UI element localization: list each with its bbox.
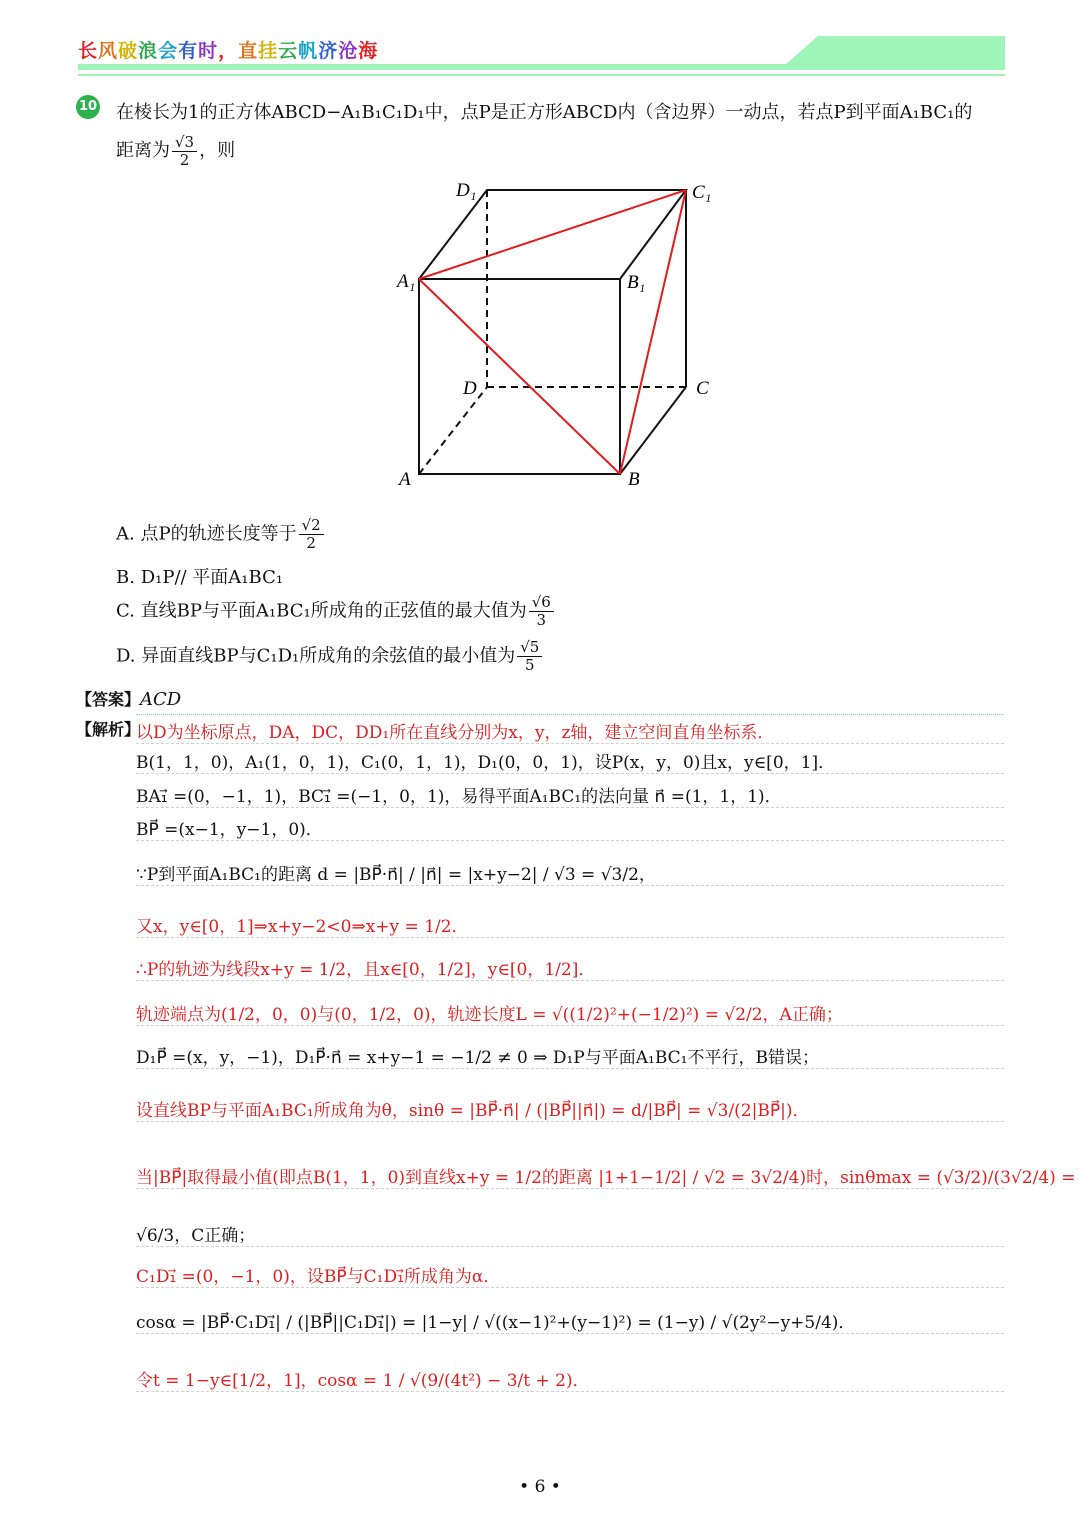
stem-fraction: $\frac{√3}{2}$ xyxy=(172,134,197,169)
solution-line: 设直线BP与平面A₁BC₁所成角为θ，sinθ = |BP⃗·n⃗| / (|BP⃗||n⃗|) = d/|BP⃗| = √3/(2|BP⃗|)． xyxy=(136,1096,1004,1122)
label-C1: C₁ xyxy=(692,182,712,203)
solution-line: 又x，y∈[0，1]⇒x+y−2<0⇒x+y = 1/2． xyxy=(136,912,1004,938)
solution-line: BP⃗ =(x−1，y−1，0)． xyxy=(136,815,1004,841)
solution-line: 轨迹端点为(1/2，0，0)与(0，1/2，0)，轨迹长度L = √((1/2)²+(−1/2)²) = √2/2，A正确； xyxy=(136,1000,1004,1026)
question-stem xyxy=(116,94,1011,170)
header-motto: 长风破浪会有时，直挂云帆济沧海 xyxy=(78,40,379,62)
header-line xyxy=(78,64,1005,70)
solution-tag: 【解析】 xyxy=(76,720,141,739)
solution-line: √6/3，C正确； xyxy=(136,1221,1004,1247)
question-number-badge: 10 xyxy=(76,95,100,119)
stem-line-1: 在棱长为1的正方体ABCD−A₁B₁C₁D₁中，点P是正方形ABCD内（含边界）一动点，若点P到平面A₁BC₁的 xyxy=(116,102,973,123)
solution-line: B(1，1，0)，A₁(1，0，1)，C₁(0，1，1)，D₁(0，0，1)，设P(x，y，0)且x，y∈[0，1]． xyxy=(136,748,1004,774)
header-band-shape xyxy=(786,36,1005,64)
solution-line: 当|BP⃗|取得最小值(即点B(1，1，0)到直线x+y = 1/2的距离 |1+1−1/2| / √2 = 3√2/4)时，sinθmax = (√3/2)/(3√2/4) = xyxy=(136,1163,1004,1189)
solution-line: D₁P⃗ =(x，y，−1)，D₁P⃗·n⃗ = x+y−1 = −1/2 ≠ 0 ⇒ D₁P与平面A₁BC₁不平行，B错误； xyxy=(136,1043,1004,1069)
solution-line: ∴P的轨迹为线段x+y = 1/2，且x∈[0，1/2]，y∈[0，1/2]． xyxy=(136,955,1004,981)
solution-line: cosα = |BP⃗·C₁D₁⃗| / (|BP⃗||C₁D₁⃗|) = |1−y| / √((x−1)²+(y−1)²) = (1−y) / √(2y²−y+5/4)． xyxy=(136,1308,1004,1334)
answer: 【答案】ACD xyxy=(76,689,182,710)
solution-line: ∵P到平面A₁BC₁的距离 d = |BP⃗·n⃗| / |n⃗| = |x+y−2| / √3 = √3/2， xyxy=(136,860,1004,886)
page-number: • 6 • xyxy=(519,1477,561,1497)
label-A: A xyxy=(399,469,411,490)
stem-line-2: 距离为 $\frac{√3}{2}$ ，则 xyxy=(116,132,236,169)
solution-line: C₁D₁⃗ =(0，−1，0)，设BP⃗与C₁D₁⃗所成角为α． xyxy=(136,1262,1004,1288)
answer-divider xyxy=(136,714,1004,715)
header-thin-line xyxy=(78,74,1005,76)
solution-line: 以D为坐标原点，DA，DC，DD₁所在直线分别为x，y，z轴，建立空间直角坐标系． xyxy=(136,718,1004,744)
solution-line: BA₁⃗ =(0，−1，1)，BC₁⃗ =(−1，0，1)，易得平面A₁BC₁的法向量 n⃗ =(1，1，1)． xyxy=(136,782,1004,808)
edge-AD xyxy=(419,387,487,474)
label-B1: B₁ xyxy=(627,272,646,293)
label-A1: A₁ xyxy=(397,271,416,292)
red-A1C1 xyxy=(419,190,686,279)
label-D1: D₁ xyxy=(456,180,477,201)
option-d: D. 异面直线BP与C₁D₁所成角的余弦值的最小值为 $\frac{√5}{5}$ xyxy=(116,639,544,674)
solution-line: 令t = 1−y∈[1/2，1]，cosα = 1 / √(9/(4t²) − 3/t + 2)． xyxy=(136,1366,1004,1392)
option-a: A. 点P的轨迹长度等于 $\frac{√2}{2}$ xyxy=(116,517,326,552)
red-A1B xyxy=(419,279,620,474)
label-C: C xyxy=(696,378,709,399)
option-b: B. D₁P// 平面A₁BC₁ xyxy=(116,567,284,588)
label-B: B xyxy=(628,469,640,490)
option-c: C. 直线BP与平面A₁BC₁所成角的正弦值的最大值为 $\frac{√6}{3}$ xyxy=(116,594,556,629)
label-D: D xyxy=(463,378,477,399)
